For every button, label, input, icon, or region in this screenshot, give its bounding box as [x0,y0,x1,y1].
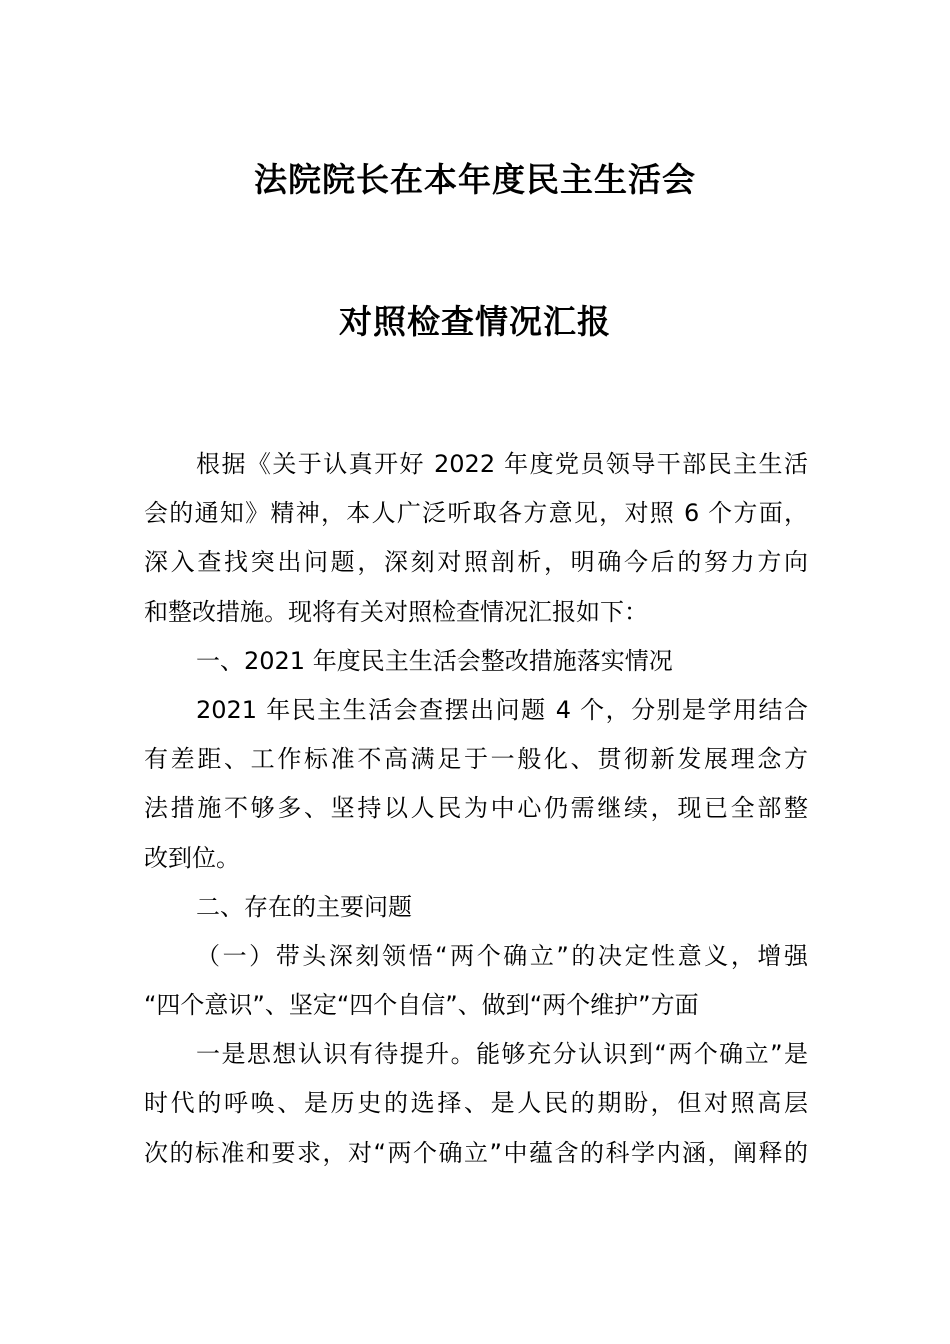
body-line: 次的标准和要求，对“两个确立”中蕴含的科学内涵，阐释的 [144,1138,808,1167]
body-line: 2021 年民主生活会查摆出问题 4 个，分别是学用结合 [196,695,808,724]
body-line: 法措施不够多、坚持以人民为中心仍需继续，现已全部整 [144,794,808,823]
body-line: 根据《关于认真开好 2022 年度党员领导干部民主生活 [196,450,808,478]
body-line: 改到位。 [144,843,240,872]
section-heading: 二、存在的主要问题 [196,892,412,921]
document-title-line-2: 对照检查情况汇报 [339,302,611,341]
body-line: 有差距、工作标准不高满足于一般化、贯彻新发展理念方 [144,745,808,774]
document-body [144,440,808,1178]
subsection-heading: “四个意识”、坚定“四个自信”、做到“两个维护”方面 [144,991,699,1020]
body-line: 时代的呼唤、是历史的选择、是人民的期盼，但对照高层 [144,1089,808,1118]
body-line: 深入查找突出问题，深刻对照剖析，明确今后的努力方向 [144,548,808,577]
subsection-heading: （一）带头深刻领悟“两个确立”的决定性意义，增强 [196,941,808,970]
body-line: 一是思想认识有待提升。能够充分认识到“两个确立”是 [196,1040,808,1069]
document-title-line-1: 法院院长在本年度民主生活会 [254,160,696,199]
section-heading: 一、2021 年度民主生活会整改措施落实情况 [196,646,673,675]
body-line: 会的通知》精神，本人广泛听取各方意见，对照 6 个方面， [144,499,808,528]
body-line: 和整改措施。现将有关对照检查情况汇报如下： [144,597,648,626]
